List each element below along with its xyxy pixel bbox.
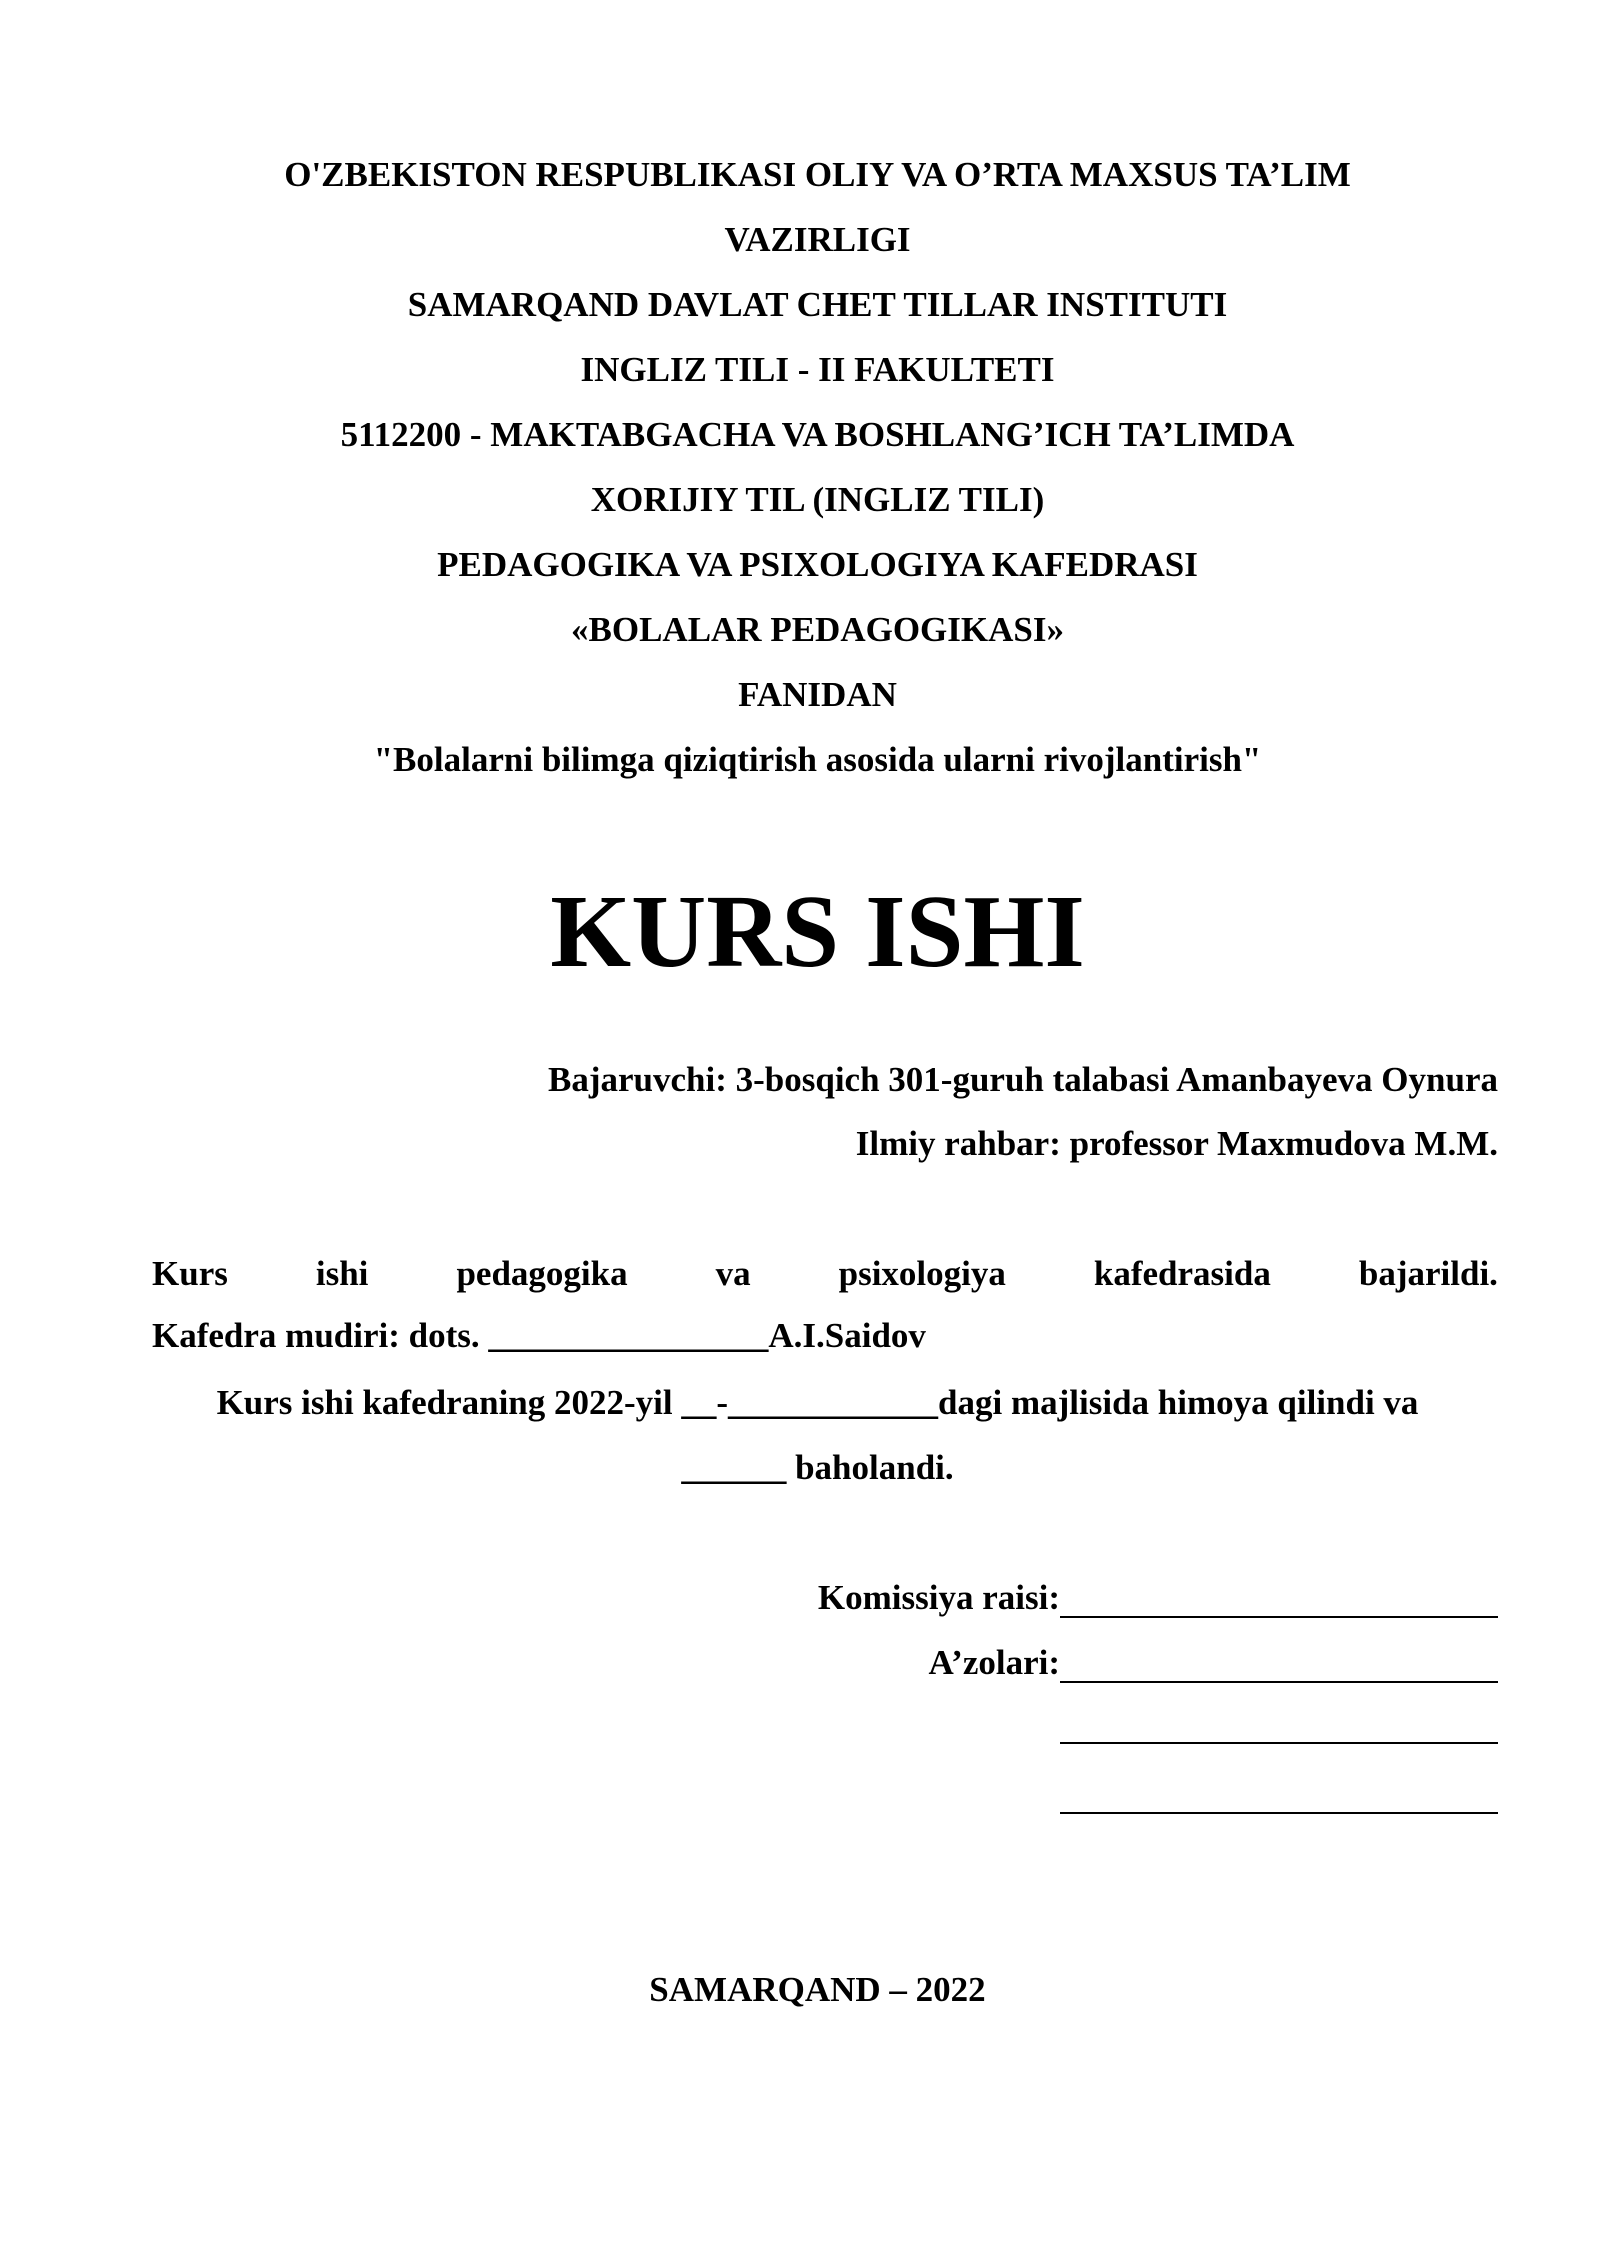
commission-members-row (928, 1643, 1498, 1683)
course-topic: "Bolalarni bilimga qiziqtirish asosida ularni rivojlantirish" (373, 740, 1262, 779)
ministry-line-1: O'ZBEKISTON RESPUBLIKASI OLIY VA O’RTA MAXSUS TA’LIM (284, 155, 1351, 194)
department-name: PEDAGOGIKA VA PSIXOLOGIYA KAFEDRASI (437, 545, 1198, 584)
head-of-department-line: Kafedra mudiri: dots. ________________A.I.Saidov (152, 1316, 926, 1355)
commission-member-row (1060, 1780, 1498, 1814)
faculty-name: INGLIZ TILI - II FAKULTETI (580, 350, 1055, 389)
completion-word: psixologiya (838, 1254, 1006, 1293)
commission-chair-row (818, 1578, 1498, 1618)
document-title: KURS ISHI (550, 874, 1085, 989)
ministry-line-2: VAZIRLIGI (724, 220, 911, 259)
executor-line: Bajaruvchi: 3-bosqich 301-guruh talabasi Amanbayeva Oynura (548, 1060, 1498, 1099)
supervisor-line: Ilmiy rahbar: professor Maxmudova M.M. (855, 1124, 1498, 1163)
institute-name: SAMARQAND DAVLAT CHET TILLAR INSTITUTI (407, 285, 1228, 324)
completion-word: Kurs (152, 1254, 228, 1293)
signature-blank (1060, 1710, 1498, 1744)
defense-line-1: Kurs ishi kafedraning 2022-yil __-____________dagi majlisida himoya qilindi va (216, 1383, 1419, 1422)
subject-name: «BOLALAR PEDAGOGIKASI» (571, 610, 1064, 649)
subject-suffix: FANIDAN (738, 675, 897, 714)
completion-word: kafedrasida (1093, 1254, 1271, 1293)
specialty-line-2: XORIJIY TIL (INGLIZ TILI) (590, 480, 1045, 519)
commission-members-label: A’zolari: (928, 1643, 1060, 1682)
signature-blank (1060, 1780, 1498, 1814)
completion-line (152, 1254, 1498, 1294)
completion-word: pedagogika (456, 1254, 628, 1293)
completion-word: va (715, 1254, 751, 1293)
commission-chair-label: Komissiya raisi: (817, 1578, 1060, 1617)
defense-line-2: ______ baholandi. (681, 1448, 954, 1487)
completion-word: ishi (315, 1254, 369, 1293)
commission-member-row (1060, 1710, 1498, 1744)
signature-blank (1060, 1584, 1498, 1618)
city-year: SAMARQAND – 2022 (649, 1970, 986, 2009)
specialty-line-1: 5112200 - MAKTABGACHA VA BOSHLANG’ICH TA’LIMDA (340, 415, 1295, 454)
signature-blank (1060, 1649, 1498, 1683)
completion-word: bajarildi. (1358, 1254, 1498, 1293)
